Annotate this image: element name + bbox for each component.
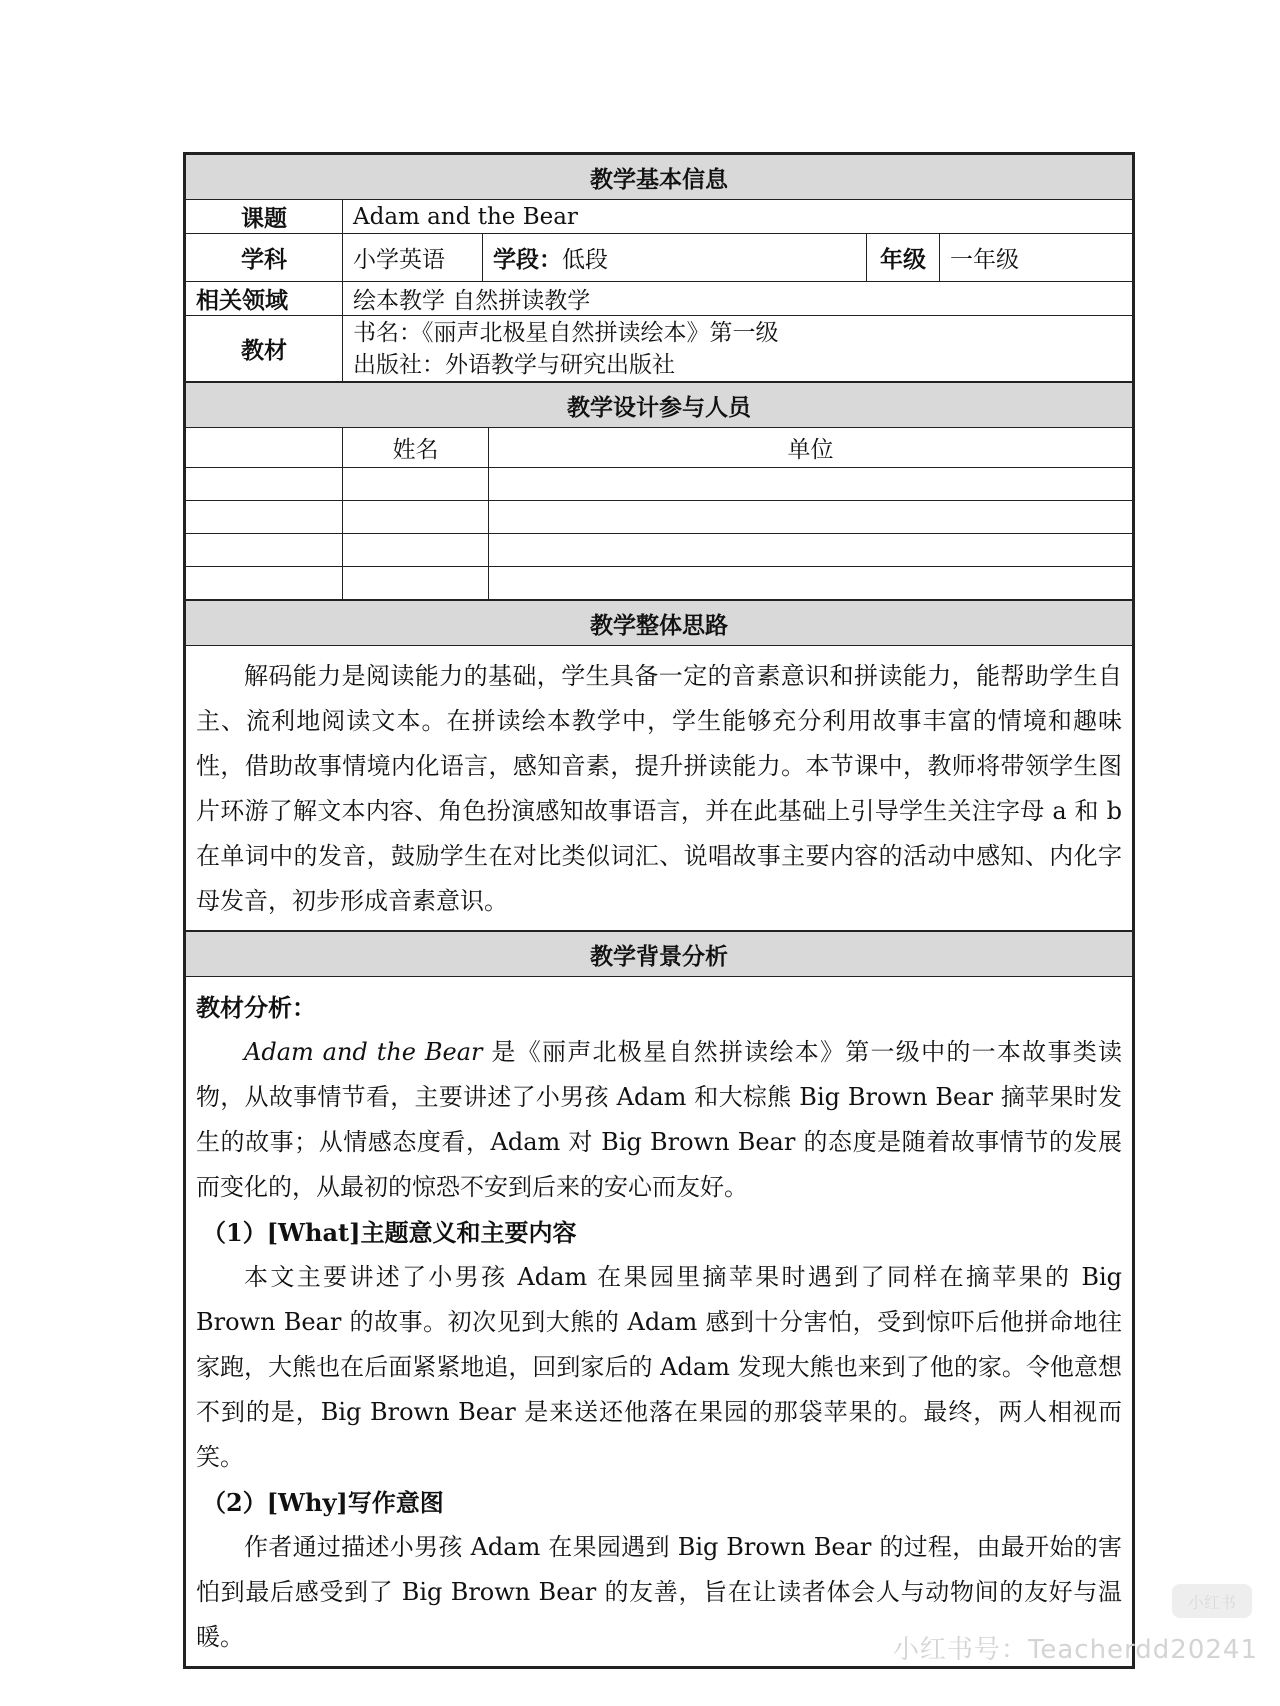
table-cell[interactable] bbox=[343, 534, 489, 567]
stage-label: 学段： bbox=[493, 246, 562, 273]
basic-info-header: 教学基本信息 bbox=[186, 155, 1133, 200]
subject-value: 小学英语 bbox=[343, 234, 483, 282]
material-analysis-title: 教材分析： bbox=[196, 993, 316, 1022]
table-cell[interactable] bbox=[343, 567, 489, 600]
watermark-logo: 小红书 bbox=[1172, 1584, 1252, 1618]
book-title: Adam and the Bear bbox=[244, 1038, 483, 1066]
table-cell[interactable] bbox=[186, 567, 343, 600]
background-table bbox=[185, 931, 1133, 1667]
material-intro-paragraph bbox=[196, 1030, 1122, 1210]
participants-blank-head bbox=[186, 428, 343, 468]
material-intro-text: 是《丽声北极星自然拼读绘本》第一级中的一本故事类读物，从故事情节看，主要讲述了小男孩 Adam 和大棕熊 Big Brown Bear 摘苹果时发生的故事；从情感态度看，Adam 对 Big Brown Bear 的态度是随着故事情节的发展而变化的，从最初的惊恐不安到后来的安心而友好。 bbox=[196, 1038, 1122, 1201]
table-cell[interactable] bbox=[343, 468, 489, 501]
why-title: （2）[Why]写作意图 bbox=[202, 1488, 444, 1517]
table-cell[interactable] bbox=[186, 501, 343, 534]
what-paragraph: 本文主要讲述了小男孩 Adam 在果园里摘苹果时遇到了同样在摘苹果的 Big Brown Bear 的故事。初次见到大熊的 Adam 感到十分害怕，受到惊吓后他拼命地往家跑，大熊也在后面紧紧地追，回到家后的 Adam 发现大熊也来到了他的家。令他意想不到的是，Big Brown Bear 是来送还他落在果园的那袋苹果的。最终，两人相视而笑。 bbox=[196, 1263, 1122, 1471]
col-unit-header: 单位 bbox=[489, 428, 1133, 468]
table-row bbox=[186, 501, 1133, 534]
col-name-header: 姓名 bbox=[343, 428, 489, 468]
overall-table bbox=[185, 600, 1133, 931]
stage-value: 低段 bbox=[562, 247, 608, 273]
table-cell[interactable] bbox=[489, 468, 1133, 501]
grade-value: 一年级 bbox=[940, 234, 1133, 282]
background-cell bbox=[186, 977, 1133, 1667]
what-title: （1）[What]主题意义和主要内容 bbox=[202, 1218, 577, 1247]
table-cell[interactable] bbox=[186, 468, 343, 501]
lesson-plan-sheet bbox=[183, 152, 1135, 1669]
table-cell[interactable] bbox=[186, 534, 343, 567]
watermark-text: 小红书号：Teacherdd20241 bbox=[892, 1635, 1258, 1665]
overall-header: 教学整体思路 bbox=[186, 601, 1133, 646]
participants-header: 教学设计参与人员 bbox=[186, 383, 1133, 428]
stage-cell bbox=[483, 234, 867, 282]
subject-label: 学科 bbox=[186, 234, 343, 282]
why-paragraph: 作者通过描述小男孩 Adam 在果园遇到 Big Brown Bear 的过程，由最开始的害怕到最后感受到了 Big Brown Bear 的友善，旨在让读者体会人与动物间的友好与温暖。 bbox=[196, 1533, 1122, 1651]
table-row bbox=[186, 567, 1133, 600]
material-book: 书名：《丽声北极星自然拼读绘本》第一级 bbox=[353, 319, 779, 346]
topic-label: 课题 bbox=[186, 200, 343, 234]
grade-label: 年级 bbox=[867, 234, 940, 282]
table-cell[interactable] bbox=[489, 567, 1133, 600]
table-cell[interactable] bbox=[489, 501, 1133, 534]
material-value bbox=[343, 316, 1133, 382]
field-value: 绘本教学 自然拼读教学 bbox=[343, 282, 1133, 316]
background-header: 教学背景分析 bbox=[186, 932, 1133, 977]
participants-table bbox=[185, 382, 1133, 600]
material-publisher: 出版社：外语教学与研究出版社 bbox=[353, 351, 675, 378]
basic-info-table bbox=[185, 154, 1133, 382]
table-cell[interactable] bbox=[343, 501, 489, 534]
topic-value: Adam and the Bear bbox=[343, 200, 1133, 234]
material-label: 教材 bbox=[186, 316, 343, 382]
overall-paragraph: 解码能力是阅读能力的基础，学生具备一定的音素意识和拼读能力，能帮助学生自主、流利地阅读文本。在拼读绘本教学中，学生能够充分利用故事丰富的情境和趣味性，借助故事情境内化语言，感知音素，提升拼读能力。本节课中，教师将带领学生图片环游了解文本内容、角色扮演感知故事语言，并在此基础上引导学生关注字母 a 和 b 在单词中的发音，鼓励学生在对比类似词汇、说唱故事主要内容的活动中感知、内化字母发音，初步形成音素意识。 bbox=[196, 662, 1122, 915]
overall-cell bbox=[186, 646, 1133, 931]
table-row bbox=[186, 534, 1133, 567]
field-label: 相关领域 bbox=[186, 282, 343, 316]
table-cell[interactable] bbox=[489, 534, 1133, 567]
table-row bbox=[186, 468, 1133, 501]
